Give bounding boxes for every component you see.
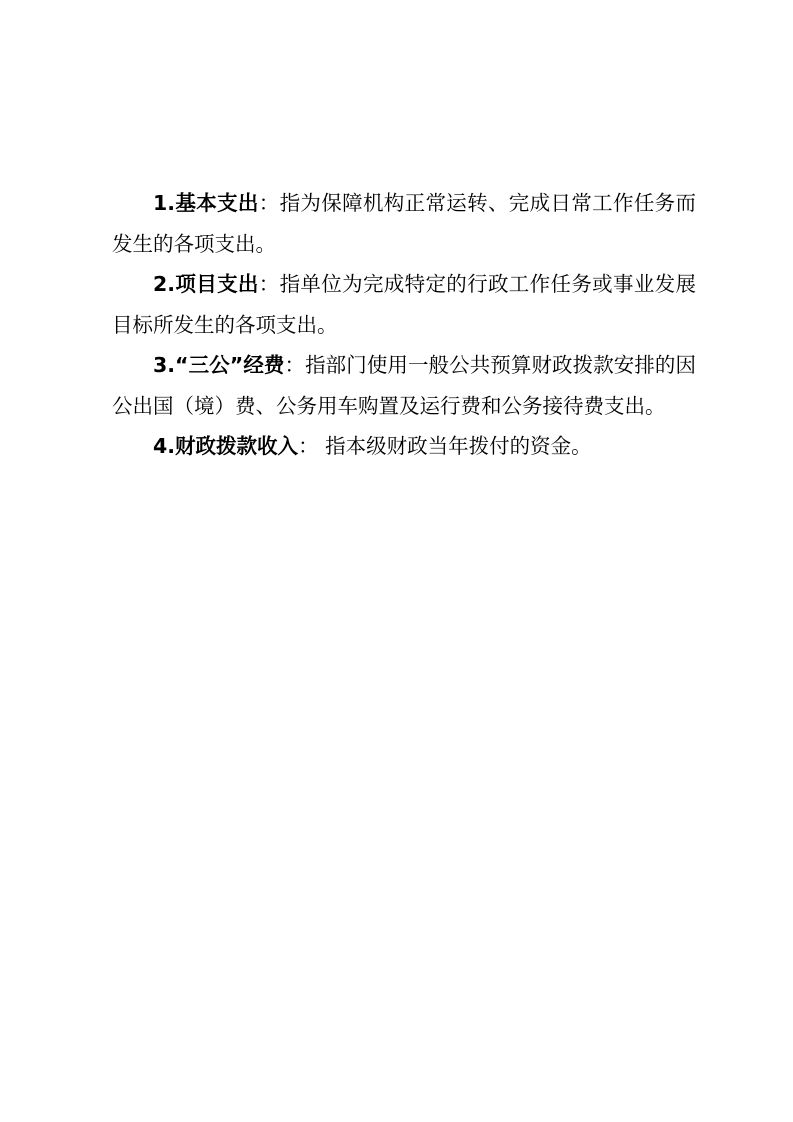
definition-text: 指单位为完成特定的行政工作任务或事业发展目标所发生的各项支出。	[112, 272, 697, 337]
definition-separator: ：	[258, 191, 280, 215]
definition-three-public-expenses	[112, 345, 696, 426]
definition-text: 指为保障机构正常运转、完成日常工作任务而发生的各项支出。	[112, 191, 697, 256]
definition-project-expenditure	[112, 264, 696, 345]
definition-separator: ：	[258, 272, 280, 296]
definition-separator: ：	[298, 434, 319, 458]
definition-separator: ：	[284, 353, 306, 377]
definition-term: 1.基本支出	[153, 191, 259, 215]
definition-text: 指部门使用一般公共预算财政拨款安排的因公出国（境）费、公务用车购置及运行费和公务接待费支出。	[112, 353, 697, 418]
definition-term: 3.“三公”经费	[153, 353, 285, 377]
definitions-list	[112, 183, 696, 467]
definition-text: 指本级财政当年拨付的资金。	[318, 434, 592, 458]
definition-fiscal-appropriation-income	[112, 426, 696, 467]
definition-term: 2.项目支出	[153, 272, 259, 296]
definition-term: 4.财政拨款收入	[153, 434, 299, 458]
definition-basic-expenditure	[112, 183, 696, 264]
